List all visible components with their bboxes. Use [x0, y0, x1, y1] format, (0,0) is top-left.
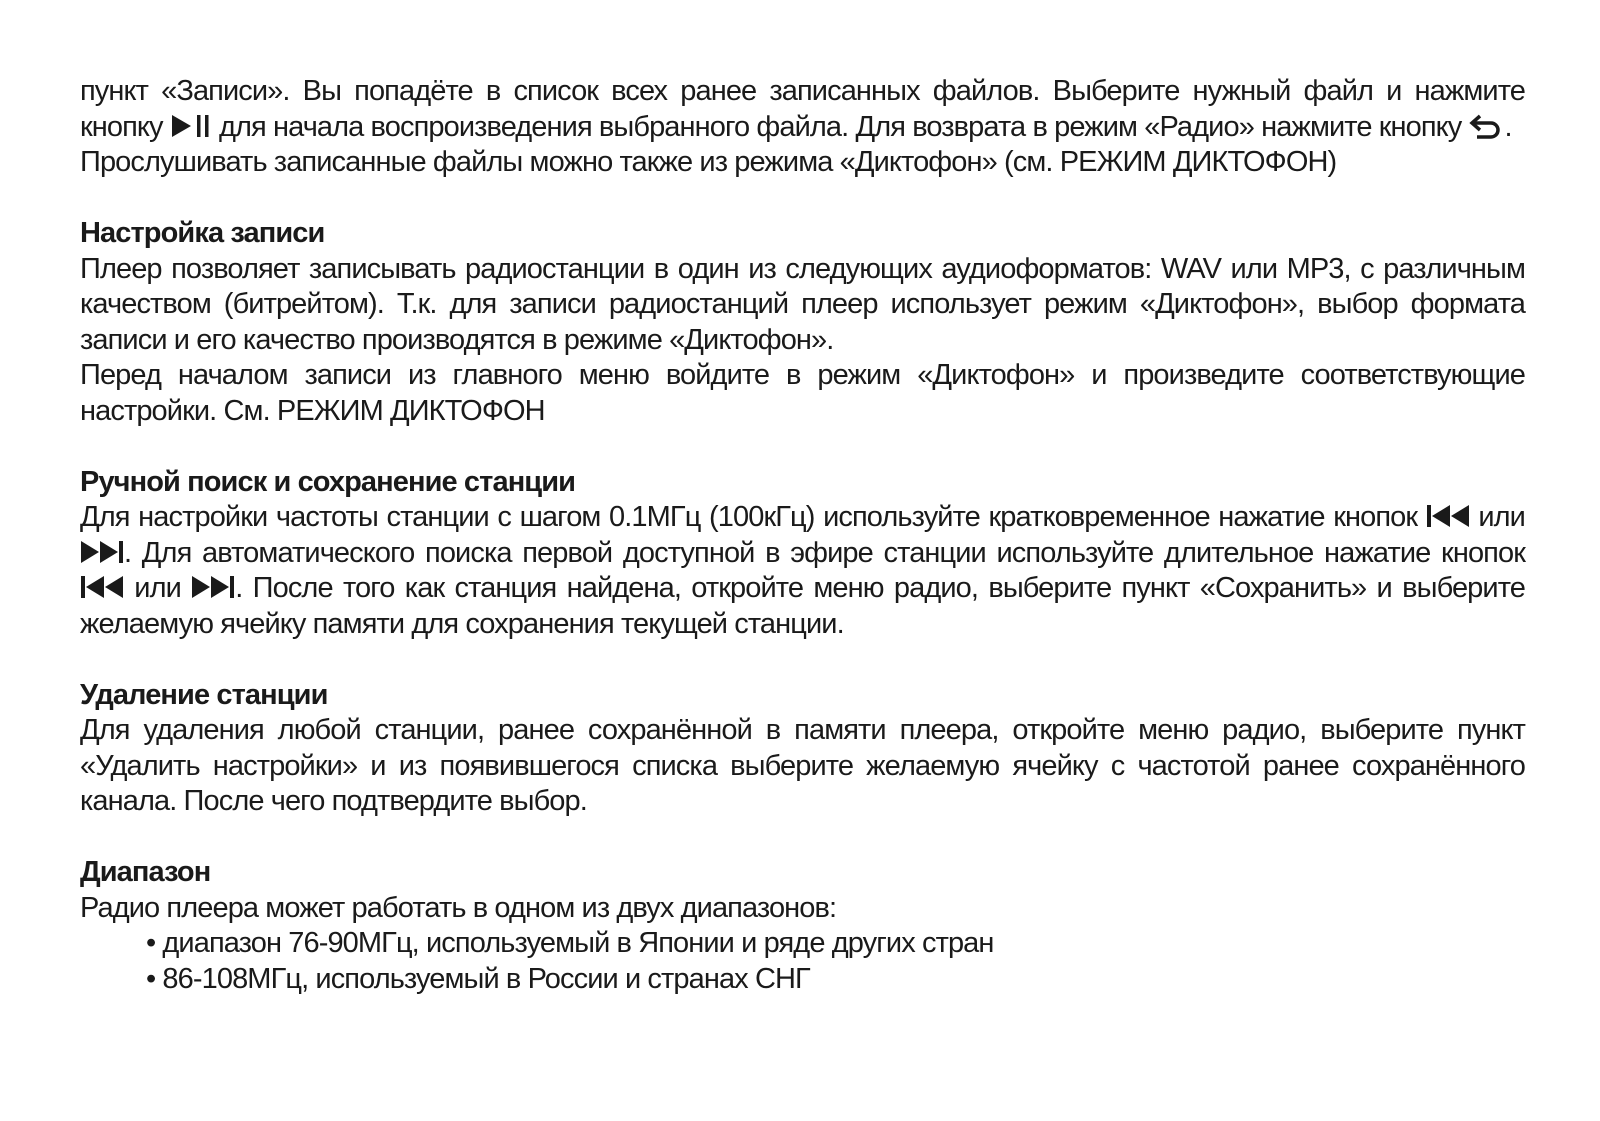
- rec-settings-paragraph-2: Перед началом записи из главного меню войдите в режим «Диктофон» и произведите соответствующие настройки. См. РЕЖИМ ДИКТОФОН: [80, 359, 1525, 427]
- manual-search-or-2: или: [134, 572, 181, 604]
- manual-search-text-2: . Для автоматического поиска первой доступной в эфире станции используйте длительное нажатие кнопок: [124, 536, 1525, 569]
- delete-station-paragraph: Для удаления любой станции, ранее сохранённой в памяти плеера, откройте меню радио, выберите пункт «Удалить настройки» и из появившегося списка выберите желаемую ячейку с частотой ранее сохранённого канала. После чего подтвердите выбор.: [80, 714, 1525, 817]
- range-list-item: • 86-108МГц, используемый в России и странах СНГ: [146, 962, 810, 995]
- manual-search-paragraph: [80, 500, 1525, 642]
- intro-paragraph-2: Прослушивать записанные файлы можно также из режима «Диктофон» (см. РЕЖИМ ДИКТОФОН): [80, 146, 1337, 178]
- rec-settings-title: Настройка записи: [80, 217, 325, 249]
- next-track-icon-2: [191, 574, 235, 600]
- document-page: [80, 74, 1525, 997]
- play-pause-icon: [170, 113, 212, 139]
- intro-text-1: пункт «Записи». Вы попадёте в список всех ранее записанных файлов. Выберите нужный файл и нажмите кнопку: [80, 75, 1525, 143]
- previous-track-icon: [1426, 503, 1470, 529]
- previous-track-icon-2: [80, 574, 124, 600]
- rec-settings-paragraph-1: Плеер позволяет записывать радиостанции в один из следующих аудиоформатов: WAV или MP3, с различным качеством (битрейтом). Т.к. для записи радиостанций плеер использует режим «Диктофон», выбор формата записи и его качество производятся в режиме «Диктофон».: [80, 252, 1525, 356]
- manual-search-or-1: или: [1478, 501, 1525, 533]
- manual-search-text-3: . После того как станция найдена, откройте меню радио, выберите пункт «Сохранить» и выберите желаемую ячейку памяти для сохранения текущей станции.: [80, 572, 1525, 640]
- range-list-item: • диапазон 76-90МГц, используемый в Японии и ряде других стран: [146, 927, 994, 959]
- intro-text-2: для начала воспроизведения выбранного файла. Для возврата в режим «Радио» нажмите кнопку: [219, 110, 1462, 143]
- back-arrow-icon: [1469, 113, 1505, 139]
- intro-text-3: .: [1504, 110, 1512, 143]
- manual-search-text-1: Для настройки частоты станции с шагом 0.1МГц (100кГц) используйте кратковременное нажатие кнопок: [80, 501, 1418, 533]
- next-track-icon: [80, 539, 124, 565]
- range-list: [80, 926, 1525, 997]
- range-paragraph: Радио плеера может работать в одном из двух диапазонов:: [80, 891, 837, 924]
- delete-station-title: Удаление станции: [80, 678, 328, 711]
- intro-paragraph: [80, 74, 1525, 145]
- range-title: Диапазон: [80, 856, 211, 888]
- manual-search-title: Ручной поиск и сохранение станции: [80, 465, 576, 498]
